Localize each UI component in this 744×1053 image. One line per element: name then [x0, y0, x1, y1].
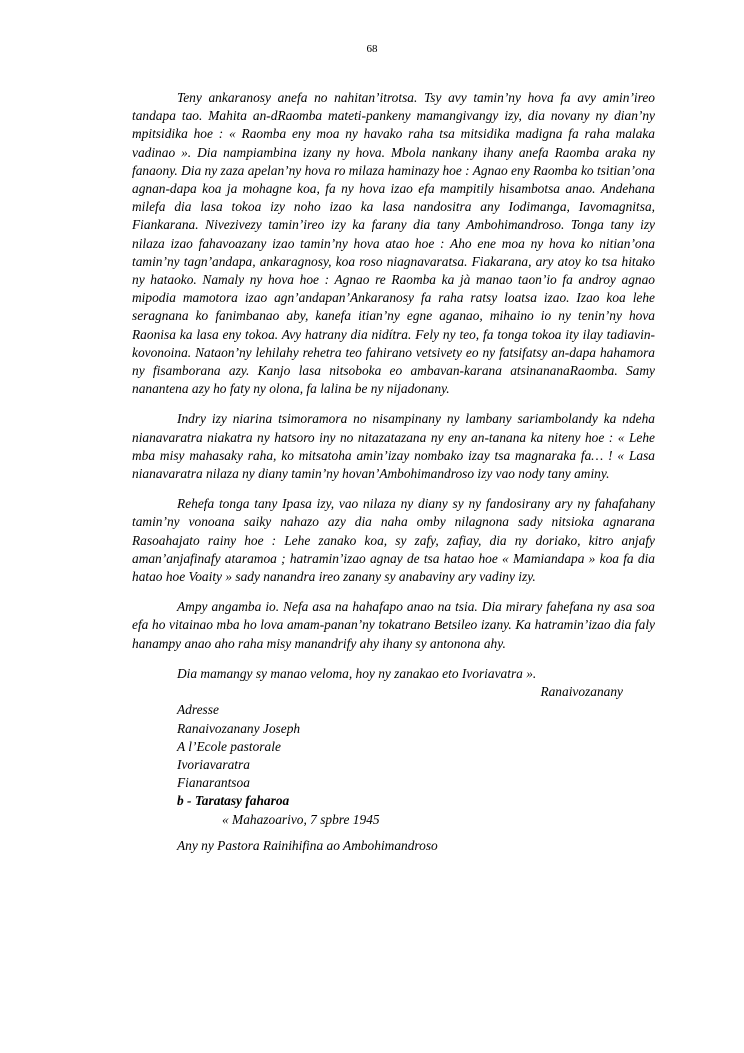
- address-line: Fianarantsoa: [177, 775, 250, 791]
- farewell-line: Dia mamangy sy manao veloma, hoy ny zanakao eto Ivoriavatra ».: [177, 665, 537, 681]
- paragraph: Teny ankaranosy anefa no nahitan’itrotsa. Tsy avy tamin’ny hova fa avy amin’ireo tandapa tao. Mahita an-dRaomba mateti-pankeny mamangivangy izy, dia novany ny dian’ny mpitsidika hoe : « Raomba eny moa ny havako raha tsa mitsidika madigna fa raha malaka vadinao ». Dia nampiambina izany ny hova. Mbola nankany ihany anefa Raomba araka ny fanaony. Dia ny zaza apelan’ny hova ro milaza haminazy hoe : Agnao eny Raomba ko tsitian’ona agnan-dapa koa ja mohagne koa, fa ny hova izao efa mampitily hisambotsa anao. Andehana milefa dia lasa tokoa izy noho izao ka lasa nandositra any Iodimanga, Iavomagnitsa, Fiankarana. Nivezivezy tamin’ireo izy ka farany dia tany Ambohimandroso. Tonga tany izy nilaza izao fahavoazany izao tamin’ny hova atao hoe : Aho ene moa ny hova ko nitian’ona tamin’ny tagn’andapa, ankaragnosy, koa roso niagnavaratsa. Fiakarana, ary atoy ko tsa hitako ny hataoko. Namaly ny hova hoe : Agnao re Raomba ka jà manao taon’io fa androy agnao mipodia mamotora izao agn’andapan’Ankaranosy fa raha ratsy loatsa izao. Izao koa lehe seragnana ko fanimbanao aby, kanefa itian’ny egne aganao, mihaino io ny tenin’ny hova Raonisa ka lasa eny tokoa. Avy hatrany dia nidítra. Fely ny teo, fa tonga tokoa ity ilay tadiavin-kovonoina. Nataon’ny lehilahy rehetra teo fahirano vetsivety eo ny fatsifatsy an-dapa hahamora ny fisamborana azy. Kanjo lasa nitsoboka eo ambavan-karana atsinananaRaomba. Samy nanantena azy ho faty ny olona, fa lalina be ny nijadonany.: [132, 90, 655, 397]
- letter-date: « Mahazoarivo, 7 spbre 1945: [222, 811, 380, 827]
- address-line: Ivoriavaratra: [177, 756, 250, 772]
- address-line: A l’Ecole pastorale: [177, 738, 281, 754]
- paragraph: Indry izy niarina tsimoramora no nisampinany ny lambany sariambolandy ka ndeha nianavaratra niakatra ny hatsoro iny no nitazatazana ny eny an-tanana ka niteny hoe : « Lehe mba misy mahasaky raha, ko mitsatoha amin’izay nombako izay tsa magnaraka fa… ! « Lasa nianavaratra nilaza ny diany tamin’ny hovan’Ambohimandroso izy vao nody tany aminy.: [132, 411, 655, 482]
- address-heading: Adresse: [177, 702, 219, 718]
- document-body: [132, 89, 655, 855]
- section-subtitle: b - Taratasy faharoa: [177, 793, 290, 809]
- signature: Ranaivozanany: [540, 684, 623, 700]
- paragraph: Ampy angamba io. Nefa asa na hahafapo anao na tsia. Dia mirary fahefana ny asa soa efa ho vitainao mba ho lova amam-panan’ny tokatrano Betsileo izany. Ka hatramin’izao dia faly hanampy anao aho raha misy manandrify ahy ihany sy antonona ahy.: [132, 599, 655, 651]
- letter-closing: [132, 665, 655, 855]
- paragraph: Rehefa tonga tany Ipasa izy, vao nilaza ny diany sy ny fandosirany ary ny fahafahany tamin’ny vonoana saiky nahazo azy dia naha omby nilagnona sady nitsioka agnarana Rasoahajato rainy hoe : Lehe zanako koa, sy zafy, zafiay, dia ny doriako, kitro anjafy aman’anjafinafy ataramoa ; hatramin’izao agnay de tsa hatao hoe « Mamiandapa » koa fa dia hatao hoe Voaity » sady nanandra ireo zanany sy anabaviny ary vadiny izy.: [132, 496, 655, 585]
- address-line: Ranaivozanany Joseph: [177, 720, 301, 736]
- page-number: 68: [366, 43, 378, 55]
- letter-recipient: Any ny Pastora Rainihifina ao Ambohimandroso: [177, 837, 438, 853]
